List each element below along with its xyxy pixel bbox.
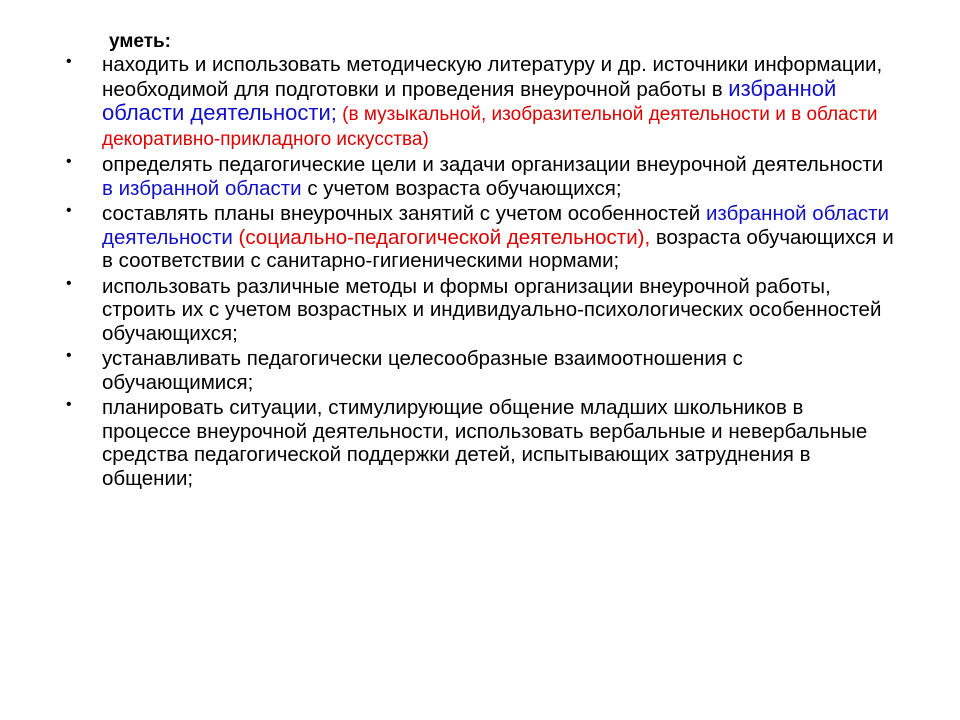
- item-text: возраста обучающихся и в соответствии с санитарно-гигиеническими нормами;: [102, 225, 894, 272]
- item-text: устанавливать педагогически целесообразные взаимоотношения с обучающимися;: [102, 347, 743, 394]
- list-item: [66, 396, 896, 490]
- list-item: [66, 347, 896, 394]
- highlight-blue: избранной области деятельности;: [102, 75, 837, 125]
- list-item: [66, 53, 896, 151]
- bullet-icon: •: [66, 202, 72, 219]
- bullet-icon: •: [66, 347, 72, 364]
- bullet-icon: •: [66, 153, 72, 170]
- bullet-icon: •: [66, 53, 72, 70]
- list-item: [66, 153, 896, 200]
- list-item: [66, 275, 896, 346]
- highlight-blue: в избранной области: [102, 176, 302, 200]
- slide-heading: уметь:: [109, 31, 172, 52]
- highlight-red: (в музыкальной, изобразительной деятельности и в области декоративно-прикладного искусства): [102, 104, 878, 150]
- highlight-red: (социально-педагогической деятельности),: [238, 225, 651, 249]
- item-text: с учетом возраста обучающихся;: [301, 176, 622, 200]
- item-text: использовать различные методы и формы организации внеурочной работы, строить их с учетом возрастных и индивидуально-психологических особенностей обучающихся;: [102, 274, 882, 345]
- bullet-icon: •: [66, 396, 72, 413]
- skills-list: [66, 53, 896, 492]
- highlight-blue: избранной области деятельности: [102, 202, 889, 249]
- item-text: находить и использовать методическую литературу и др. источники информации, необходимой для подготовки и проведения внеурочной работы в: [102, 53, 883, 101]
- item-text: планировать ситуации, стимулирующие общение младших школьников в процессе внеурочной деятельности, использовать вербальные и невербальные средства педагогической поддержки детей, испытывающих затруднения в общении;: [102, 396, 868, 490]
- item-text: определять педагогические цели и задачи организации внеурочной деятельности: [102, 153, 884, 176]
- bullet-icon: •: [66, 274, 72, 292]
- item-text: составлять планы внеурочных занятий с учетом особенностей: [102, 202, 706, 225]
- list-item: [66, 202, 896, 273]
